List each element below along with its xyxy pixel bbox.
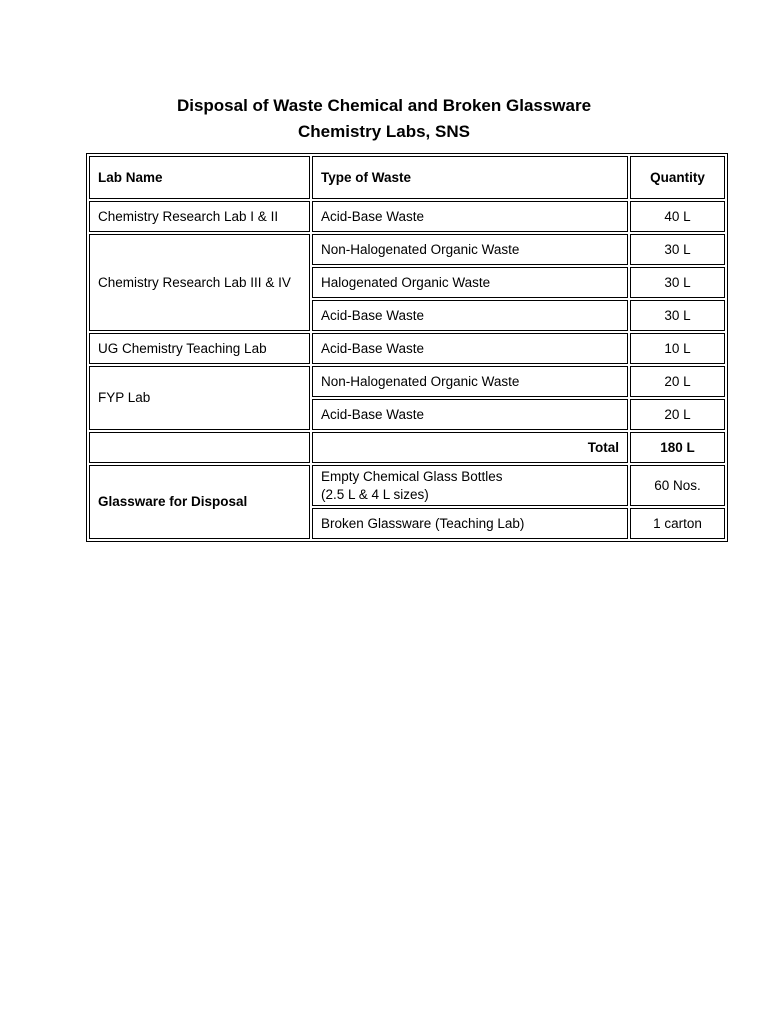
glassware-type-cell: Broken Glassware (Teaching Lab) [312, 508, 628, 539]
total-row [89, 432, 725, 463]
header-type-of-waste: Type of Waste [312, 156, 628, 199]
glassware-type-cell [312, 465, 628, 506]
table-row [89, 366, 725, 397]
waste-type-cell: Halogenated Organic Waste [312, 267, 628, 298]
quantity-cell: 30 L [630, 234, 725, 265]
waste-type-cell: Acid-Base Waste [312, 333, 628, 364]
quantity-cell: 20 L [630, 366, 725, 397]
quantity-cell: 20 L [630, 399, 725, 430]
waste-type-cell: Acid-Base Waste [312, 201, 628, 232]
title-line-2: Chemistry Labs, SNS [298, 122, 470, 141]
table-row [89, 201, 725, 232]
table-row [89, 234, 725, 265]
total-label: Total [312, 432, 628, 463]
title-line-1: Disposal of Waste Chemical and Broken Glassware [176, 96, 592, 115]
header-lab-name: Lab Name [89, 156, 310, 199]
glassware-label: Glassware for Disposal [89, 465, 310, 539]
document-title [0, 93, 768, 145]
waste-type-cell: Non-Halogenated Organic Waste [312, 366, 628, 397]
lab-name-cell: UG Chemistry Teaching Lab [89, 333, 310, 364]
total-empty-cell [89, 432, 310, 463]
glassware-type-line-1: Empty Chemical Glass Bottles [321, 468, 503, 484]
lab-name-cell: Chemistry Research Lab I & II [89, 201, 310, 232]
total-value: 180 L [630, 432, 725, 463]
glassware-row [89, 465, 725, 506]
table-header-row [89, 156, 725, 199]
lab-name-cell: Chemistry Research Lab III & IV [89, 234, 310, 331]
waste-type-cell: Acid-Base Waste [312, 300, 628, 331]
waste-type-cell: Non-Halogenated Organic Waste [312, 234, 628, 265]
glassware-quantity-cell: 1 carton [630, 508, 725, 539]
lab-name-cell: FYP Lab [89, 366, 310, 430]
waste-disposal-table [86, 153, 728, 542]
quantity-cell: 10 L [630, 333, 725, 364]
table-row [89, 333, 725, 364]
quantity-cell: 30 L [630, 300, 725, 331]
quantity-cell: 30 L [630, 267, 725, 298]
glassware-type-line-2: (2.5 L & 4 L sizes) [321, 486, 429, 502]
glassware-quantity-cell: 60 Nos. [630, 465, 725, 506]
header-quantity: Quantity [630, 156, 725, 199]
quantity-cell: 40 L [630, 201, 725, 232]
waste-type-cell: Acid-Base Waste [312, 399, 628, 430]
